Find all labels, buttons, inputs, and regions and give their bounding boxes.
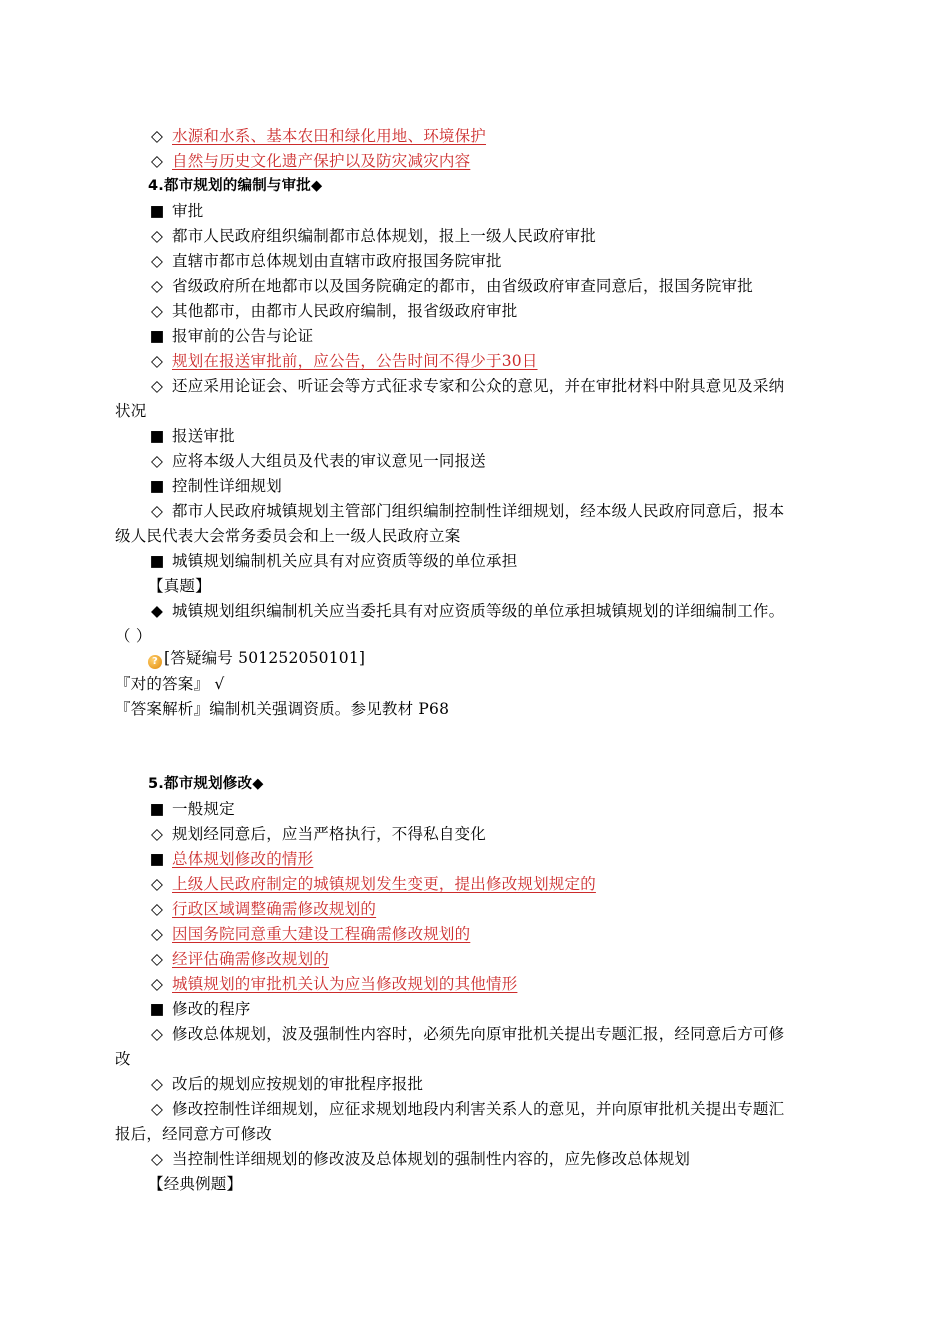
item-text: 报审前的公告与论证 xyxy=(172,327,314,345)
list-item-continuation xyxy=(0,399,950,424)
list-item xyxy=(0,474,950,499)
list-item xyxy=(0,424,950,449)
list-item xyxy=(0,324,950,349)
highlighted-text: 总体规划修改的情形 xyxy=(172,850,314,868)
qa-link-row xyxy=(0,646,950,671)
answer-blank: （ ） xyxy=(115,627,152,645)
section-4-title: 4.都市规划的编制与审批◆ xyxy=(148,178,323,194)
diamond-bullet-icon: ◇ xyxy=(150,452,164,470)
item-text: 当控制性详细规划的修改波及总体规划的强制性内容的，应先修改总体规划 xyxy=(172,1150,691,1168)
list-item xyxy=(0,872,950,897)
square-bullet-icon: ■ xyxy=(149,1000,165,1018)
item-text: 还应采用论证会、听证会等方式征求专家和公众的意见，并在审批材料中附具意见及采纳 xyxy=(172,377,785,395)
diamond-bullet-icon: ◇ xyxy=(150,352,164,370)
item-text: 规划经同意后，应当严格执行，不得私自变化 xyxy=(172,825,487,843)
list-item-continuation xyxy=(0,1047,950,1072)
item-text: 直辖市都市总体规划由直辖市政府报国务院审批 xyxy=(172,252,502,270)
list-item xyxy=(0,972,950,997)
highlighted-text: 经评估确需修改规划的 xyxy=(172,950,330,968)
qa-link[interactable] xyxy=(148,646,365,671)
item-text: 应将本级人大组员及代表的审议意见一同报送 xyxy=(172,452,487,470)
list-item xyxy=(0,599,950,624)
square-bullet-icon: ■ xyxy=(149,202,165,220)
answer-analysis: 『答案解析』编制机关强调资质。参见教材 P68 xyxy=(115,700,450,718)
list-item-continuation xyxy=(0,524,950,549)
list-item xyxy=(0,997,950,1022)
item-text: 都市人民政府组织编制都市总体规划，报上一级人民政府审批 xyxy=(172,227,596,245)
list-item xyxy=(0,822,950,847)
list-item xyxy=(0,274,950,299)
list-item xyxy=(0,1072,950,1097)
square-bullet-icon: ■ xyxy=(149,327,165,345)
list-item xyxy=(0,449,950,474)
list-item xyxy=(0,149,950,174)
diamond-bullet-icon: ◇ xyxy=(150,1025,164,1043)
list-item xyxy=(0,224,950,249)
item-text: 省级政府所在地都市以及国务院确定的都市，由省级政府审查同意后，报国务院审批 xyxy=(172,277,753,295)
square-bullet-icon: ■ xyxy=(149,552,165,570)
item-text: 修改的程序 xyxy=(172,1000,251,1018)
square-bullet-icon: ■ xyxy=(149,427,165,445)
diamond-bullet-icon: ◇ xyxy=(150,1150,164,1168)
highlighted-text: 水源和水系、基本农田和绿化用地、环境保护 xyxy=(172,127,487,145)
diamond-bullet-icon: ◇ xyxy=(150,950,164,968)
highlighted-text: 因国务院同意重大建设工程确需修改规划的 xyxy=(172,925,471,943)
diamond-bullet-icon: ◇ xyxy=(150,925,164,943)
list-item xyxy=(0,549,950,574)
item-text: 改后的规划应按规划的审批程序报批 xyxy=(172,1075,424,1093)
list-item xyxy=(0,947,950,972)
jingdian-label: 【经典例题】 xyxy=(148,1175,243,1193)
list-item xyxy=(0,847,950,872)
item-text-cont: 状况 xyxy=(115,402,147,420)
diamond-bullet-icon: ◇ xyxy=(150,1100,164,1118)
list-item xyxy=(0,374,950,399)
square-bullet-icon: ■ xyxy=(149,850,165,868)
zhenti-label: 【真题】 xyxy=(148,577,211,595)
item-text: 审批 xyxy=(172,202,204,220)
diamond-bullet-icon: ◇ xyxy=(150,502,164,520)
section-heading xyxy=(0,174,950,199)
item-text: 报送审批 xyxy=(172,427,235,445)
square-bullet-icon: ■ xyxy=(149,800,165,818)
list-item xyxy=(0,897,950,922)
section-5-title: 5.都市规划修改◆ xyxy=(148,776,264,792)
diamond-bullet-icon: ◇ xyxy=(150,1075,164,1093)
list-item xyxy=(0,199,950,224)
diamond-bullet-icon: ◇ xyxy=(150,975,164,993)
correct-answer: 『对的答案』 √ xyxy=(115,675,225,693)
item-text: 控制性详细规划 xyxy=(172,477,282,495)
exam-label xyxy=(0,1172,950,1197)
answer-row xyxy=(0,672,950,697)
exam-label xyxy=(0,574,950,599)
diamond-bullet-icon: ◇ xyxy=(150,277,164,295)
diamond-bullet-icon: ◇ xyxy=(150,825,164,843)
list-item xyxy=(0,249,950,274)
analysis-row xyxy=(0,697,950,722)
diamond-bullet-icon: ◇ xyxy=(150,875,164,893)
list-item xyxy=(0,1022,950,1047)
list-item xyxy=(0,1147,950,1172)
item-text: 城镇规划编制机关应具有对应资质等级的单位承担 xyxy=(172,552,518,570)
item-text: 修改控制性详细规划，应征求规划地段内利害关系人的意见，并向原审批机关提出专题汇 xyxy=(172,1100,785,1118)
item-text-cont: 报后，经同意方可修改 xyxy=(115,1125,273,1143)
highlighted-text: 规划在报送审批前，应公告，公告时间不得少于30日 xyxy=(172,352,538,370)
list-item xyxy=(0,499,950,524)
diamond-bullet-icon: ◇ xyxy=(150,127,164,145)
item-text: 修改总体规划，波及强制性内容时，必须先向原审批机关提出专题汇报，经同意后方可修 xyxy=(172,1025,785,1043)
list-item xyxy=(0,124,950,149)
diamond-bullet-icon: ◇ xyxy=(150,302,164,320)
list-item xyxy=(0,922,950,947)
list-item xyxy=(0,349,950,374)
help-icon[interactable]: ? xyxy=(148,655,162,669)
item-text: 都市人民政府城镇规划主管部门组织编制控制性详细规划，经本级人民政府同意后，报本 xyxy=(172,502,785,520)
list-item xyxy=(0,797,950,822)
diamond-bullet-icon: ◇ xyxy=(150,252,164,270)
item-text-cont: 改 xyxy=(115,1050,131,1068)
list-item xyxy=(0,299,950,324)
qa-id-text: [答疑编号 501252050101] xyxy=(164,649,366,667)
highlighted-text: 上级人民政府制定的城镇规划发生变更，提出修改规划规定的 xyxy=(172,875,596,893)
highlighted-text: 城镇规划的审批机关认为应当修改规划的其他情形 xyxy=(172,975,518,993)
section-heading xyxy=(0,772,950,797)
diamond-bullet-icon: ◇ xyxy=(150,152,164,170)
diamond-bullet-icon: ◇ xyxy=(150,900,164,918)
diamond-bullet-icon: ◇ xyxy=(150,227,164,245)
item-text: 其他都市，由都市人民政府编制，报省级政府审批 xyxy=(172,302,518,320)
highlighted-text: 行政区域调整确需修改规划的 xyxy=(172,900,377,918)
list-item-continuation xyxy=(0,1122,950,1147)
item-text: 一般规定 xyxy=(172,800,235,818)
highlighted-text: 自然与历史文化遗产保护以及防灾减灾内容 xyxy=(172,152,471,170)
item-text-cont: 级人民代表大会常务委员会和上一级人民政府立案 xyxy=(115,527,461,545)
diamond-bullet-icon: ◇ xyxy=(150,377,164,395)
square-bullet-icon: ■ xyxy=(149,477,165,495)
solid-diamond-bullet-icon: ◆ xyxy=(150,602,164,620)
question-text: 城镇规划组织编制机关应当委托具有对应资质等级的单位承担城镇规划的详细编制工作。 xyxy=(172,602,785,620)
list-item xyxy=(0,1097,950,1122)
